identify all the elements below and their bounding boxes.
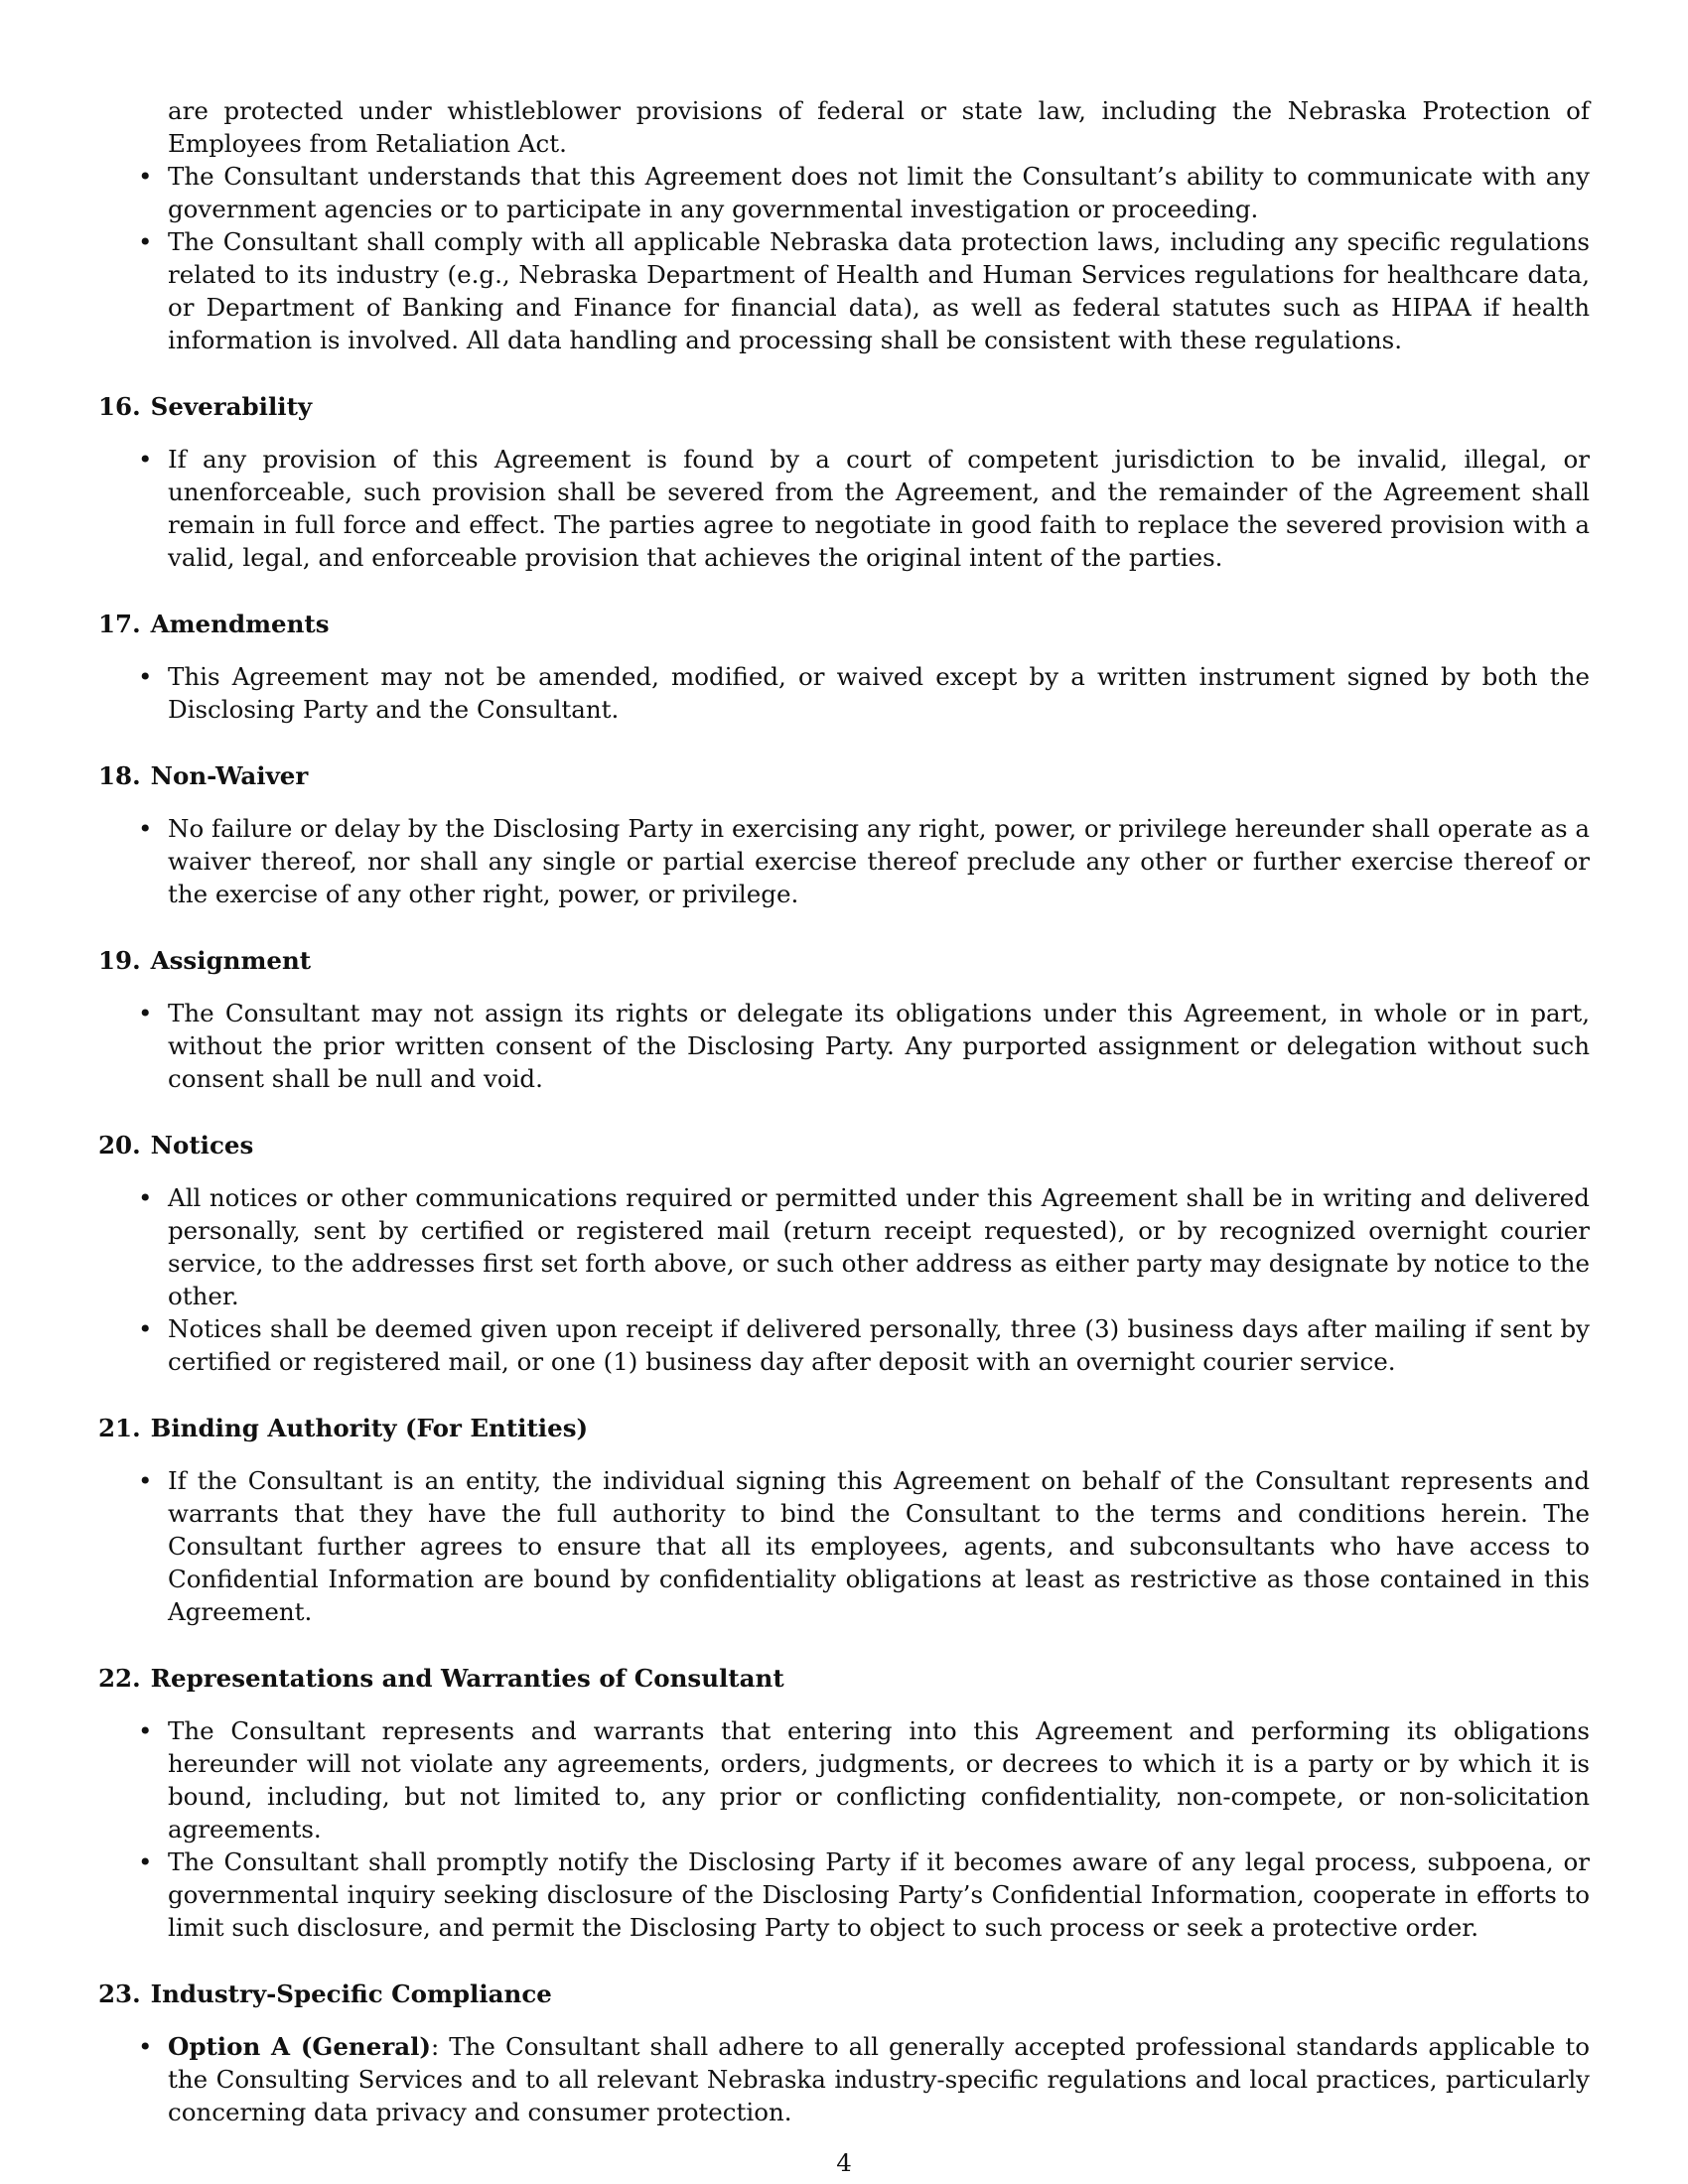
section-heading — [98, 608, 1590, 640]
section-heading — [98, 1412, 1590, 1444]
list-item — [98, 1464, 1590, 1628]
section-list — [98, 812, 1590, 910]
list-item-text: All notices or other communications required or permitted under this Agreement shall be in writing and delivered personally, sent by certified or registered mail (return receipt requested), or by recognized overnight courier service, to the addresses first set forth above, or such other address as either party may designate by notice to the other. — [168, 1183, 1590, 1310]
list-item — [98, 1312, 1590, 1378]
list-item-text: are protected under whistleblower provisions of federal or state law, including the Nebraska Protection of Employees from Retaliation Act. — [168, 96, 1590, 158]
section-list — [98, 1181, 1590, 1378]
section-list — [98, 660, 1590, 726]
list-item — [98, 997, 1590, 1095]
list-item-text: This Agreement may not be amended, modified, or waived except by a written instrument signed by both the Disclosing Party and the Consultant. — [168, 662, 1590, 724]
option-text: : The Consultant shall adhere to all generally accepted professional standards applicable to the Consulting Services and to all relevant Nebraska industry-specific regulations and local practices, particularly concerning data privacy and consumer protection. — [168, 2032, 1590, 2126]
bullet-icon: • — [138, 1716, 153, 1745]
section-number: 16. — [98, 392, 141, 421]
section-severability — [98, 390, 1590, 574]
bullet-icon: • — [138, 1314, 153, 1343]
list-item — [98, 160, 1590, 225]
section-list — [98, 1714, 1590, 1944]
list-item-text: The Consultant understands that this Agreement does not limit the Consultant’s ability to communicate with any government agencies or to participate in any governmental investigation or proceeding. — [168, 162, 1590, 223]
option-label: Option A (General) — [168, 2032, 431, 2061]
section-number: 21. — [98, 1414, 141, 1442]
bullet-icon: • — [138, 162, 153, 191]
section-representations-warranties — [98, 1662, 1590, 1944]
list-item — [98, 1181, 1590, 1312]
section-binding-authority — [98, 1412, 1590, 1628]
list-item-text: The Consultant may not assign its rights or delegate its obligations under this Agreement, in whole or in part, without the prior written consent of the Disclosing Party. Any purported assignment or delegation without such consent shall be null and void. — [168, 999, 1590, 1093]
section-industry-compliance — [98, 1978, 1590, 2128]
section-list — [98, 443, 1590, 574]
section-title: Notices — [150, 1131, 254, 1160]
section-title: Industry-Specific Compliance — [150, 1979, 552, 2008]
bullet-icon: • — [138, 227, 153, 256]
list-item-text: The Consultant represents and warrants that entering into this Agreement and performing its obligations hereunder will not violate any agreements, orders, judgments, or decrees to which it is a party or by which it is bound, including, but not limited to, any prior or conflicting confidentiality, non-compete, or non-solicitation agreements. — [168, 1716, 1590, 1843]
section-number: 19. — [98, 946, 141, 975]
bullet-icon: • — [138, 1183, 153, 1212]
list-item-text: No failure or delay by the Disclosing Party in exercising any right, power, or privilege hereunder shall operate as a waiver thereof, nor shall any single or partial exercise thereof preclude any other or further exercise thereof or the exercise of any other right, power, or privilege. — [168, 814, 1590, 908]
section-heading — [98, 759, 1590, 792]
section-title: Assignment — [150, 946, 312, 975]
page-number: 4 — [836, 2148, 852, 2177]
section-number: 23. — [98, 1979, 141, 2008]
list-item — [98, 812, 1590, 910]
list-item-text: The Consultant shall comply with all applicable Nebraska data protection laws, including any specific regulations related to its industry (e.g., Nebraska Department of Health and Human Services regulations for healthcare data, or Department of Banking and Finance for financial data), as well as federal statutes such as HIPAA if health information is involved. All data handling and processing shall be consistent with these regulations. — [168, 227, 1590, 354]
list-item — [98, 225, 1590, 356]
bullet-icon: • — [138, 445, 153, 474]
list-item — [98, 660, 1590, 726]
continuation-list — [98, 94, 1590, 356]
section-heading — [98, 1662, 1590, 1695]
list-item-text: If the Consultant is an entity, the individual signing this Agreement on behalf of the Consultant represents and warrants that they have the full authority to bind the Consultant to the terms and conditions herein. The Consultant further agrees to ensure that all its employees, agents, and subconsultants who have access to Confidential Information are bound by confidentiality obligations at least as restrictive as those contained in this Agreement. — [168, 1466, 1590, 1626]
section-amendments — [98, 608, 1590, 726]
list-item-text: The Consultant shall promptly notify the Disclosing Party if it becomes aware of any legal process, subpoena, or governmental inquiry seeking disclosure of the Disclosing Party’s Confidential Information, cooperate in efforts to limit such disclosure, and permit the Disclosing Party to object to such process or seek a protective order. — [168, 1847, 1590, 1942]
section-notices — [98, 1129, 1590, 1378]
bullet-icon: • — [138, 662, 153, 691]
list-item — [98, 1714, 1590, 1845]
bullet-icon: • — [138, 1466, 153, 1495]
bullet-icon: • — [138, 814, 153, 843]
section-list — [98, 1464, 1590, 1628]
section-title: Severability — [150, 392, 313, 421]
section-number: 22. — [98, 1664, 141, 1693]
bullet-icon: • — [138, 1847, 153, 1876]
section-number: 18. — [98, 761, 141, 790]
list-item-text: If any provision of this Agreement is found by a court of competent jurisdiction to be invalid, illegal, or unenforceable, such provision shall be severed from the Agreement, and the remainder of the Agreement shall remain in full force and effect. The parties agree to negotiate in good faith to replace the severed provision with a valid, legal, and enforceable provision that achieves the original intent of the parties. — [168, 445, 1590, 572]
section-title: Amendments — [150, 610, 330, 638]
bullet-icon: • — [138, 999, 153, 1027]
section-title: Representations and Warranties of Consultant — [150, 1664, 784, 1693]
section-heading — [98, 390, 1590, 423]
list-item — [98, 443, 1590, 574]
section-title: Non-Waiver — [150, 761, 309, 790]
section-number: 17. — [98, 610, 141, 638]
section-heading — [98, 1129, 1590, 1161]
section-title: Binding Authority (For Entities) — [150, 1414, 589, 1442]
section-list — [98, 2030, 1590, 2128]
list-item — [98, 2030, 1590, 2128]
section-number: 20. — [98, 1131, 141, 1160]
bullet-icon: • — [138, 2032, 153, 2061]
section-non-waiver — [98, 759, 1590, 910]
list-item-text: Notices shall be deemed given upon receipt if delivered personally, three (3) business days after mailing if sent by certified or registered mail, or one (1) business day after deposit with an overnight courier service. — [168, 1314, 1590, 1376]
section-heading — [98, 1978, 1590, 2010]
list-item — [98, 94, 1590, 160]
list-item — [98, 1845, 1590, 1944]
section-assignment — [98, 944, 1590, 1095]
section-heading — [98, 944, 1590, 977]
section-list — [98, 997, 1590, 1095]
